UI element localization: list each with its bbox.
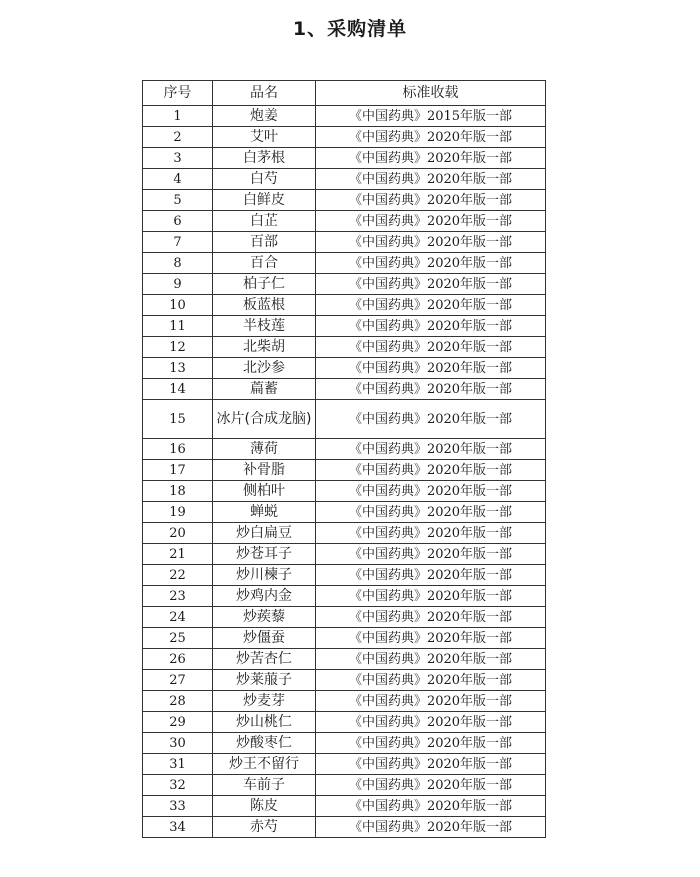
cell-standard: 《中国药典》2020年版一部 bbox=[316, 316, 546, 337]
cell-standard: 《中国药典》2020年版一部 bbox=[316, 253, 546, 274]
cell-serial-number: 20 bbox=[143, 523, 213, 544]
cell-standard: 《中国药典》2020年版一部 bbox=[316, 274, 546, 295]
cell-standard: 《中国药典》2020年版一部 bbox=[316, 232, 546, 253]
header-standard: 标准收载 bbox=[316, 81, 546, 106]
cell-serial-number: 28 bbox=[143, 691, 213, 712]
cell-product-name: 薄荷 bbox=[213, 439, 316, 460]
table-body bbox=[143, 106, 546, 838]
cell-standard: 《中国药典》2020年版一部 bbox=[316, 211, 546, 232]
cell-product-name: 陈皮 bbox=[213, 796, 316, 817]
cell-serial-number: 33 bbox=[143, 796, 213, 817]
cell-product-name: 炒白扁豆 bbox=[213, 523, 316, 544]
cell-standard: 《中国药典》2020年版一部 bbox=[316, 358, 546, 379]
purchase-list-table bbox=[142, 80, 546, 838]
header-serial-number: 序号 bbox=[143, 81, 213, 106]
table-row bbox=[143, 253, 546, 274]
table-row bbox=[143, 232, 546, 253]
table-row bbox=[143, 628, 546, 649]
table-row bbox=[143, 481, 546, 502]
cell-product-name: 百合 bbox=[213, 253, 316, 274]
table-row bbox=[143, 379, 546, 400]
table-header-row bbox=[143, 81, 546, 106]
table-row bbox=[143, 733, 546, 754]
cell-serial-number: 5 bbox=[143, 190, 213, 211]
cell-serial-number: 4 bbox=[143, 169, 213, 190]
cell-standard: 《中国药典》2015年版一部 bbox=[316, 106, 546, 127]
cell-product-name: 白芍 bbox=[213, 169, 316, 190]
table-row bbox=[143, 106, 546, 127]
cell-serial-number: 30 bbox=[143, 733, 213, 754]
cell-serial-number: 17 bbox=[143, 460, 213, 481]
cell-serial-number: 7 bbox=[143, 232, 213, 253]
cell-product-name: 车前子 bbox=[213, 775, 316, 796]
cell-standard: 《中国药典》2020年版一部 bbox=[316, 295, 546, 316]
cell-standard: 《中国药典》2020年版一部 bbox=[316, 649, 546, 670]
cell-product-name: 炒山桃仁 bbox=[213, 712, 316, 733]
cell-serial-number: 29 bbox=[143, 712, 213, 733]
cell-serial-number: 8 bbox=[143, 253, 213, 274]
table-row bbox=[143, 148, 546, 169]
table-row bbox=[143, 796, 546, 817]
cell-serial-number: 19 bbox=[143, 502, 213, 523]
cell-product-name: 炒川楝子 bbox=[213, 565, 316, 586]
table-row bbox=[143, 691, 546, 712]
cell-product-name: 炒麦芽 bbox=[213, 691, 316, 712]
table-row bbox=[143, 190, 546, 211]
cell-serial-number: 25 bbox=[143, 628, 213, 649]
cell-standard: 《中国药典》2020年版一部 bbox=[316, 670, 546, 691]
cell-serial-number: 16 bbox=[143, 439, 213, 460]
cell-standard: 《中国药典》2020年版一部 bbox=[316, 460, 546, 481]
cell-serial-number: 27 bbox=[143, 670, 213, 691]
table-row bbox=[143, 439, 546, 460]
header-product-name: 品名 bbox=[213, 81, 316, 106]
table-row bbox=[143, 358, 546, 379]
table-row bbox=[143, 523, 546, 544]
cell-product-name: 冰片(合成龙脑) bbox=[213, 400, 316, 439]
table-row bbox=[143, 607, 546, 628]
cell-product-name: 侧柏叶 bbox=[213, 481, 316, 502]
cell-product-name: 炮姜 bbox=[213, 106, 316, 127]
table-row bbox=[143, 754, 546, 775]
cell-product-name: 炒苦杏仁 bbox=[213, 649, 316, 670]
cell-product-name: 炒王不留行 bbox=[213, 754, 316, 775]
cell-product-name: 蝉蜕 bbox=[213, 502, 316, 523]
cell-product-name: 柏子仁 bbox=[213, 274, 316, 295]
cell-standard: 《中国药典》2020年版一部 bbox=[316, 775, 546, 796]
cell-standard: 《中国药典》2020年版一部 bbox=[316, 169, 546, 190]
table-row bbox=[143, 649, 546, 670]
cell-standard: 《中国药典》2020年版一部 bbox=[316, 628, 546, 649]
cell-product-name: 北沙参 bbox=[213, 358, 316, 379]
cell-product-name: 板蓝根 bbox=[213, 295, 316, 316]
cell-standard: 《中国药典》2020年版一部 bbox=[316, 439, 546, 460]
cell-product-name: 炒蒺藜 bbox=[213, 607, 316, 628]
cell-product-name: 炒莱菔子 bbox=[213, 670, 316, 691]
cell-serial-number: 22 bbox=[143, 565, 213, 586]
cell-product-name: 半枝莲 bbox=[213, 316, 316, 337]
cell-product-name: 炒鸡内金 bbox=[213, 586, 316, 607]
table-row bbox=[143, 337, 546, 358]
table-row bbox=[143, 127, 546, 148]
cell-product-name: 炒苍耳子 bbox=[213, 544, 316, 565]
cell-product-name: 白鲜皮 bbox=[213, 190, 316, 211]
cell-product-name: 萹蓄 bbox=[213, 379, 316, 400]
cell-serial-number: 2 bbox=[143, 127, 213, 148]
cell-standard: 《中国药典》2020年版一部 bbox=[316, 817, 546, 838]
cell-standard: 《中国药典》2020年版一部 bbox=[316, 565, 546, 586]
page-title: 1、采购清单 bbox=[292, 18, 408, 40]
cell-standard: 《中国药典》2020年版一部 bbox=[316, 523, 546, 544]
cell-product-name: 炒僵蚕 bbox=[213, 628, 316, 649]
table-row bbox=[143, 775, 546, 796]
cell-standard: 《中国药典》2020年版一部 bbox=[316, 481, 546, 502]
cell-serial-number: 26 bbox=[143, 649, 213, 670]
table-row bbox=[143, 586, 546, 607]
cell-serial-number: 9 bbox=[143, 274, 213, 295]
cell-standard: 《中国药典》2020年版一部 bbox=[316, 190, 546, 211]
cell-standard: 《中国药典》2020年版一部 bbox=[316, 544, 546, 565]
cell-serial-number: 21 bbox=[143, 544, 213, 565]
cell-serial-number: 31 bbox=[143, 754, 213, 775]
cell-standard: 《中国药典》2020年版一部 bbox=[316, 502, 546, 523]
table-row bbox=[143, 502, 546, 523]
table-row bbox=[143, 274, 546, 295]
cell-serial-number: 10 bbox=[143, 295, 213, 316]
table-row bbox=[143, 817, 546, 838]
cell-serial-number: 12 bbox=[143, 337, 213, 358]
cell-serial-number: 1 bbox=[143, 106, 213, 127]
cell-standard: 《中国药典》2020年版一部 bbox=[316, 733, 546, 754]
cell-product-name: 炒酸枣仁 bbox=[213, 733, 316, 754]
cell-serial-number: 13 bbox=[143, 358, 213, 379]
cell-serial-number: 32 bbox=[143, 775, 213, 796]
cell-product-name: 白芷 bbox=[213, 211, 316, 232]
cell-standard: 《中国药典》2020年版一部 bbox=[316, 586, 546, 607]
cell-product-name: 北柴胡 bbox=[213, 337, 316, 358]
cell-product-name: 补骨脂 bbox=[213, 460, 316, 481]
cell-standard: 《中国药典》2020年版一部 bbox=[316, 148, 546, 169]
table-row bbox=[143, 169, 546, 190]
cell-standard: 《中国药典》2020年版一部 bbox=[316, 337, 546, 358]
cell-standard: 《中国药典》2020年版一部 bbox=[316, 400, 546, 439]
cell-standard: 《中国药典》2020年版一部 bbox=[316, 607, 546, 628]
cell-standard: 《中国药典》2020年版一部 bbox=[316, 712, 546, 733]
table-row bbox=[143, 565, 546, 586]
cell-serial-number: 23 bbox=[143, 586, 213, 607]
cell-standard: 《中国药典》2020年版一部 bbox=[316, 796, 546, 817]
table-row bbox=[143, 460, 546, 481]
cell-standard: 《中国药典》2020年版一部 bbox=[316, 754, 546, 775]
cell-product-name: 艾叶 bbox=[213, 127, 316, 148]
cell-serial-number: 3 bbox=[143, 148, 213, 169]
cell-serial-number: 14 bbox=[143, 379, 213, 400]
cell-serial-number: 11 bbox=[143, 316, 213, 337]
table-row bbox=[143, 544, 546, 565]
cell-product-name: 赤芍 bbox=[213, 817, 316, 838]
cell-standard: 《中国药典》2020年版一部 bbox=[316, 127, 546, 148]
cell-product-name: 白茅根 bbox=[213, 148, 316, 169]
table-row bbox=[143, 670, 546, 691]
cell-serial-number: 6 bbox=[143, 211, 213, 232]
table-row bbox=[143, 712, 546, 733]
cell-standard: 《中国药典》2020年版一部 bbox=[316, 379, 546, 400]
table-row bbox=[143, 295, 546, 316]
cell-serial-number: 34 bbox=[143, 817, 213, 838]
cell-serial-number: 18 bbox=[143, 481, 213, 502]
cell-serial-number: 24 bbox=[143, 607, 213, 628]
cell-product-name: 百部 bbox=[213, 232, 316, 253]
cell-standard: 《中国药典》2020年版一部 bbox=[316, 691, 546, 712]
table-row bbox=[143, 316, 546, 337]
cell-serial-number: 15 bbox=[143, 400, 213, 439]
table-row bbox=[143, 211, 546, 232]
table-row bbox=[143, 400, 546, 439]
